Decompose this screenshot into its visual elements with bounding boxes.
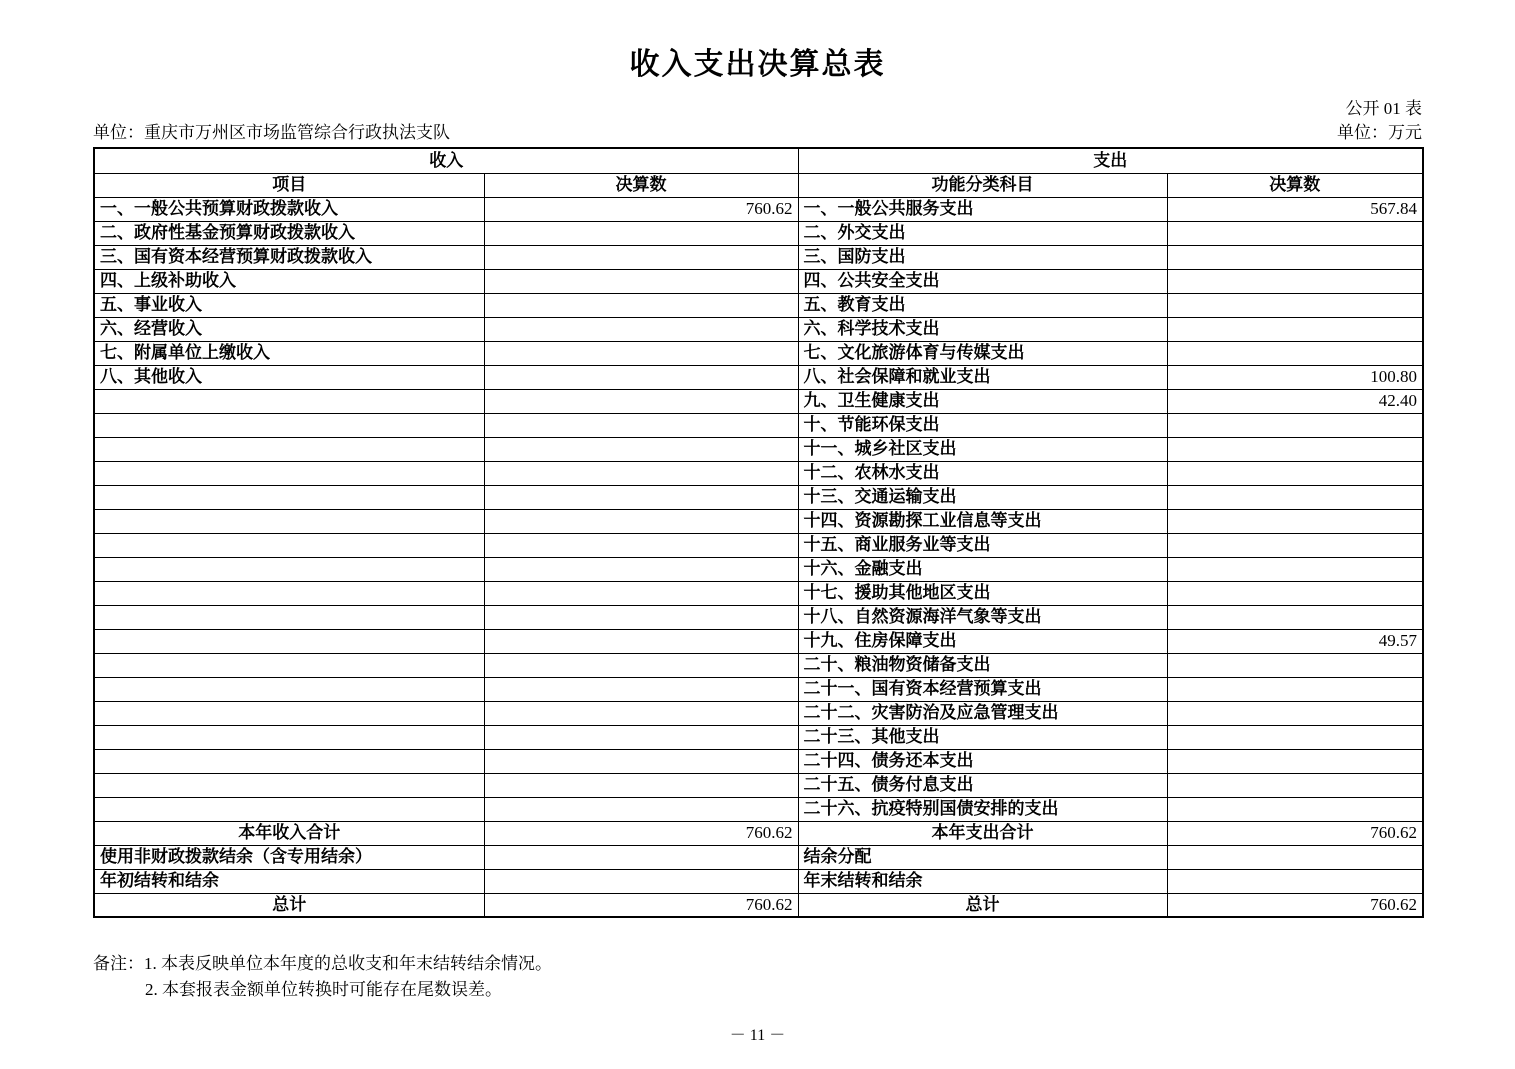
income-amount-cell: [484, 293, 798, 317]
col-header-expense-item: 功能分类科目: [798, 173, 1167, 197]
table-row: [94, 197, 1423, 221]
income-amount-cell: [484, 605, 798, 629]
income-item-cell: [94, 677, 484, 701]
income-amount-cell: [484, 725, 798, 749]
table-code: 公开 01 表: [1345, 99, 1422, 118]
table-body: [94, 197, 1423, 821]
expense-amount-cell: [1167, 725, 1423, 749]
expense-item-cell: 十七、援助其他地区支出: [798, 581, 1167, 605]
table-row: [94, 461, 1423, 485]
expense-item-cell: 二十二、灾害防治及应急管理支出: [798, 701, 1167, 725]
note-line-2: [93, 977, 1422, 1003]
table-row: [94, 653, 1423, 677]
expense-item-cell: 二十、粮油物资储备支出: [798, 653, 1167, 677]
income-item-cell: [94, 797, 484, 821]
income-amount-cell: [484, 701, 798, 725]
table-row: [94, 797, 1423, 821]
expense-amount-cell: [1167, 245, 1423, 269]
expense-amount-cell: [1167, 605, 1423, 629]
expense-amount-cell: [1167, 317, 1423, 341]
summary-row: [94, 845, 1423, 869]
expense-amount-cell: [1167, 677, 1423, 701]
expense-amount-cell: [1167, 557, 1423, 581]
expense-amount-cell: [1167, 509, 1423, 533]
expense-amount-cell: [1167, 461, 1423, 485]
income-item-cell: 八、其他收入: [94, 365, 484, 389]
table-row: [94, 677, 1423, 701]
table-row: [94, 437, 1423, 461]
expense-summary-amount: [1167, 869, 1423, 893]
summary-row: [94, 869, 1423, 893]
income-amount-cell: [484, 533, 798, 557]
income-item-cell: 二、政府性基金预算财政拨款收入: [94, 221, 484, 245]
currency-unit: 单位：万元: [1337, 123, 1422, 142]
income-amount-cell: [484, 581, 798, 605]
table-row: [94, 629, 1423, 653]
income-item-cell: 五、事业收入: [94, 293, 484, 317]
note-text-2: 2. 本套报表金额单位转换时可能存在尾数误差。: [145, 980, 502, 999]
income-amount-cell: [484, 389, 798, 413]
expense-item-cell: 十一、城乡社区支出: [798, 437, 1167, 461]
table-row: [94, 773, 1423, 797]
expense-item-cell: 十五、商业服务业等支出: [798, 533, 1167, 557]
expense-amount-cell: [1167, 269, 1423, 293]
expense-amount-cell: 49.57: [1167, 629, 1423, 653]
income-item-cell: [94, 509, 484, 533]
income-item-cell: [94, 773, 484, 797]
income-item-cell: [94, 461, 484, 485]
expense-item-cell: 十八、自然资源海洋气象等支出: [798, 605, 1167, 629]
table-row: [94, 725, 1423, 749]
expense-summary-label: 年末结转和结余: [798, 869, 1167, 893]
expense-item-cell: 六、科学技术支出: [798, 317, 1167, 341]
expense-item-cell: 十九、住房保障支出: [798, 629, 1167, 653]
expense-item-cell: 二、外交支出: [798, 221, 1167, 245]
income-item-cell: [94, 581, 484, 605]
income-item-cell: [94, 725, 484, 749]
expense-amount-cell: [1167, 797, 1423, 821]
income-amount-cell: [484, 245, 798, 269]
expense-item-cell: 十六、金融支出: [798, 557, 1167, 581]
expense-amount-cell: [1167, 437, 1423, 461]
table-row: [94, 581, 1423, 605]
income-amount-cell: [484, 413, 798, 437]
income-item-cell: [94, 485, 484, 509]
expense-section-header: 支出: [798, 148, 1423, 173]
income-amount-cell: [484, 269, 798, 293]
expense-summary-label: 结余分配: [798, 845, 1167, 869]
income-item-cell: 四、上级补助收入: [94, 269, 484, 293]
income-item-cell: [94, 413, 484, 437]
income-item-cell: [94, 389, 484, 413]
income-summary-label: 本年收入合计: [94, 821, 484, 845]
meta-row: [93, 122, 1422, 144]
income-amount-cell: [484, 653, 798, 677]
column-header-row: [94, 173, 1423, 197]
income-amount-cell: [484, 341, 798, 365]
expense-amount-cell: [1167, 533, 1423, 557]
expense-summary-amount: 760.62: [1167, 821, 1423, 845]
expense-item-cell: 二十一、国有资本经营预算支出: [798, 677, 1167, 701]
expense-amount-cell: [1167, 749, 1423, 773]
income-item-cell: [94, 749, 484, 773]
income-item-cell: [94, 629, 484, 653]
table-row: [94, 317, 1423, 341]
section-header-row: [94, 148, 1423, 173]
income-item-cell: 一、一般公共预算财政拨款收入: [94, 197, 484, 221]
expense-item-cell: 二十六、抗疫特别国债安排的支出: [798, 797, 1167, 821]
col-header-expense-amount: 决算数: [1167, 173, 1423, 197]
expense-summary-label: 总计: [798, 893, 1167, 917]
income-amount-cell: [484, 557, 798, 581]
table-row: [94, 509, 1423, 533]
income-item-cell: [94, 533, 484, 557]
income-item-cell: [94, 653, 484, 677]
income-summary-amount: 760.62: [484, 821, 798, 845]
col-header-income-amount: 决算数: [484, 173, 798, 197]
expense-item-cell: 五、教育支出: [798, 293, 1167, 317]
summary-row: [94, 893, 1423, 917]
col-header-income-item: 项目: [94, 173, 484, 197]
note-text-1: 1. 本表反映单位本年度的总收支和年末结转结余情况。: [144, 954, 552, 973]
expense-item-cell: 八、社会保障和就业支出: [798, 365, 1167, 389]
income-amount-cell: [484, 677, 798, 701]
table-row: [94, 269, 1423, 293]
table-row: [94, 365, 1423, 389]
income-amount-cell: [484, 437, 798, 461]
expense-summary-amount: 760.62: [1167, 893, 1423, 917]
table-row: [94, 293, 1423, 317]
expense-amount-cell: [1167, 485, 1423, 509]
expense-summary-amount: [1167, 845, 1423, 869]
expense-item-cell: 二十四、债务还本支出: [798, 749, 1167, 773]
income-amount-cell: [484, 365, 798, 389]
expense-item-cell: 十二、农林水支出: [798, 461, 1167, 485]
table-row: [94, 605, 1423, 629]
income-amount-cell: [484, 629, 798, 653]
expense-item-cell: 一、一般公共服务支出: [798, 197, 1167, 221]
expense-amount-cell: [1167, 653, 1423, 677]
note-line-1: [93, 951, 1422, 977]
expense-item-cell: 二十五、债务付息支出: [798, 773, 1167, 797]
income-amount-cell: [484, 749, 798, 773]
income-summary-label: 使用非财政拨款结余（含专用结余）: [94, 845, 484, 869]
table-row: [94, 749, 1423, 773]
notes-label: 备注：: [93, 954, 144, 973]
income-amount-cell: [484, 485, 798, 509]
table-row: [94, 389, 1423, 413]
expense-item-cell: 七、文化旅游体育与传媒支出: [798, 341, 1167, 365]
expense-amount-cell: [1167, 773, 1423, 797]
income-amount-cell: [484, 773, 798, 797]
table-row: [94, 701, 1423, 725]
table-summary-body: [94, 821, 1423, 917]
table-row: [94, 557, 1423, 581]
income-item-cell: [94, 701, 484, 725]
expense-amount-cell: [1167, 293, 1423, 317]
expense-item-cell: 二十三、其他支出: [798, 725, 1167, 749]
unit-name: 单位：重庆市万州区市场监管综合行政执法支队: [93, 123, 450, 142]
expense-item-cell: 十三、交通运输支出: [798, 485, 1167, 509]
table-row: [94, 485, 1423, 509]
income-summary-amount: 760.62: [484, 893, 798, 917]
table-row: [94, 413, 1423, 437]
expense-item-cell: 十、节能环保支出: [798, 413, 1167, 437]
table-row: [94, 341, 1423, 365]
table-row: [94, 221, 1423, 245]
summary-row: [94, 821, 1423, 845]
income-item-cell: 三、国有资本经营预算财政拨款收入: [94, 245, 484, 269]
expense-summary-label: 本年支出合计: [798, 821, 1167, 845]
income-item-cell: 七、附属单位上缴收入: [94, 341, 484, 365]
income-amount-cell: [484, 317, 798, 341]
expense-item-cell: 三、国防支出: [798, 245, 1167, 269]
expense-amount-cell: 100.80: [1167, 365, 1423, 389]
income-item-cell: [94, 605, 484, 629]
expense-amount-cell: [1167, 341, 1423, 365]
expense-amount-cell: 567.84: [1167, 197, 1423, 221]
income-amount-cell: [484, 461, 798, 485]
table-row: [94, 245, 1423, 269]
income-item-cell: [94, 557, 484, 581]
page-number: － 11 －: [729, 1027, 786, 1044]
income-section-header: 收入: [94, 148, 798, 173]
income-item-cell: 六、经营收入: [94, 317, 484, 341]
expense-amount-cell: [1167, 581, 1423, 605]
table-row: [94, 533, 1423, 557]
expense-amount-cell: [1167, 413, 1423, 437]
income-summary-label: 总计: [94, 893, 484, 917]
budget-summary-table: [93, 147, 1424, 918]
expense-amount-cell: [1167, 221, 1423, 245]
notes: [93, 951, 1422, 1003]
expense-item-cell: 十四、资源勘探工业信息等支出: [798, 509, 1167, 533]
income-item-cell: [94, 437, 484, 461]
income-amount-cell: 760.62: [484, 197, 798, 221]
income-summary-label: 年初结转和结余: [94, 869, 484, 893]
income-summary-amount: [484, 845, 798, 869]
expense-amount-cell: [1167, 701, 1423, 725]
income-summary-amount: [484, 869, 798, 893]
expense-item-cell: 四、公共安全支出: [798, 269, 1167, 293]
expense-amount-cell: 42.40: [1167, 389, 1423, 413]
income-amount-cell: [484, 509, 798, 533]
income-amount-cell: [484, 221, 798, 245]
income-amount-cell: [484, 797, 798, 821]
expense-item-cell: 九、卫生健康支出: [798, 389, 1167, 413]
page-title: 收入支出决算总表: [629, 48, 886, 81]
